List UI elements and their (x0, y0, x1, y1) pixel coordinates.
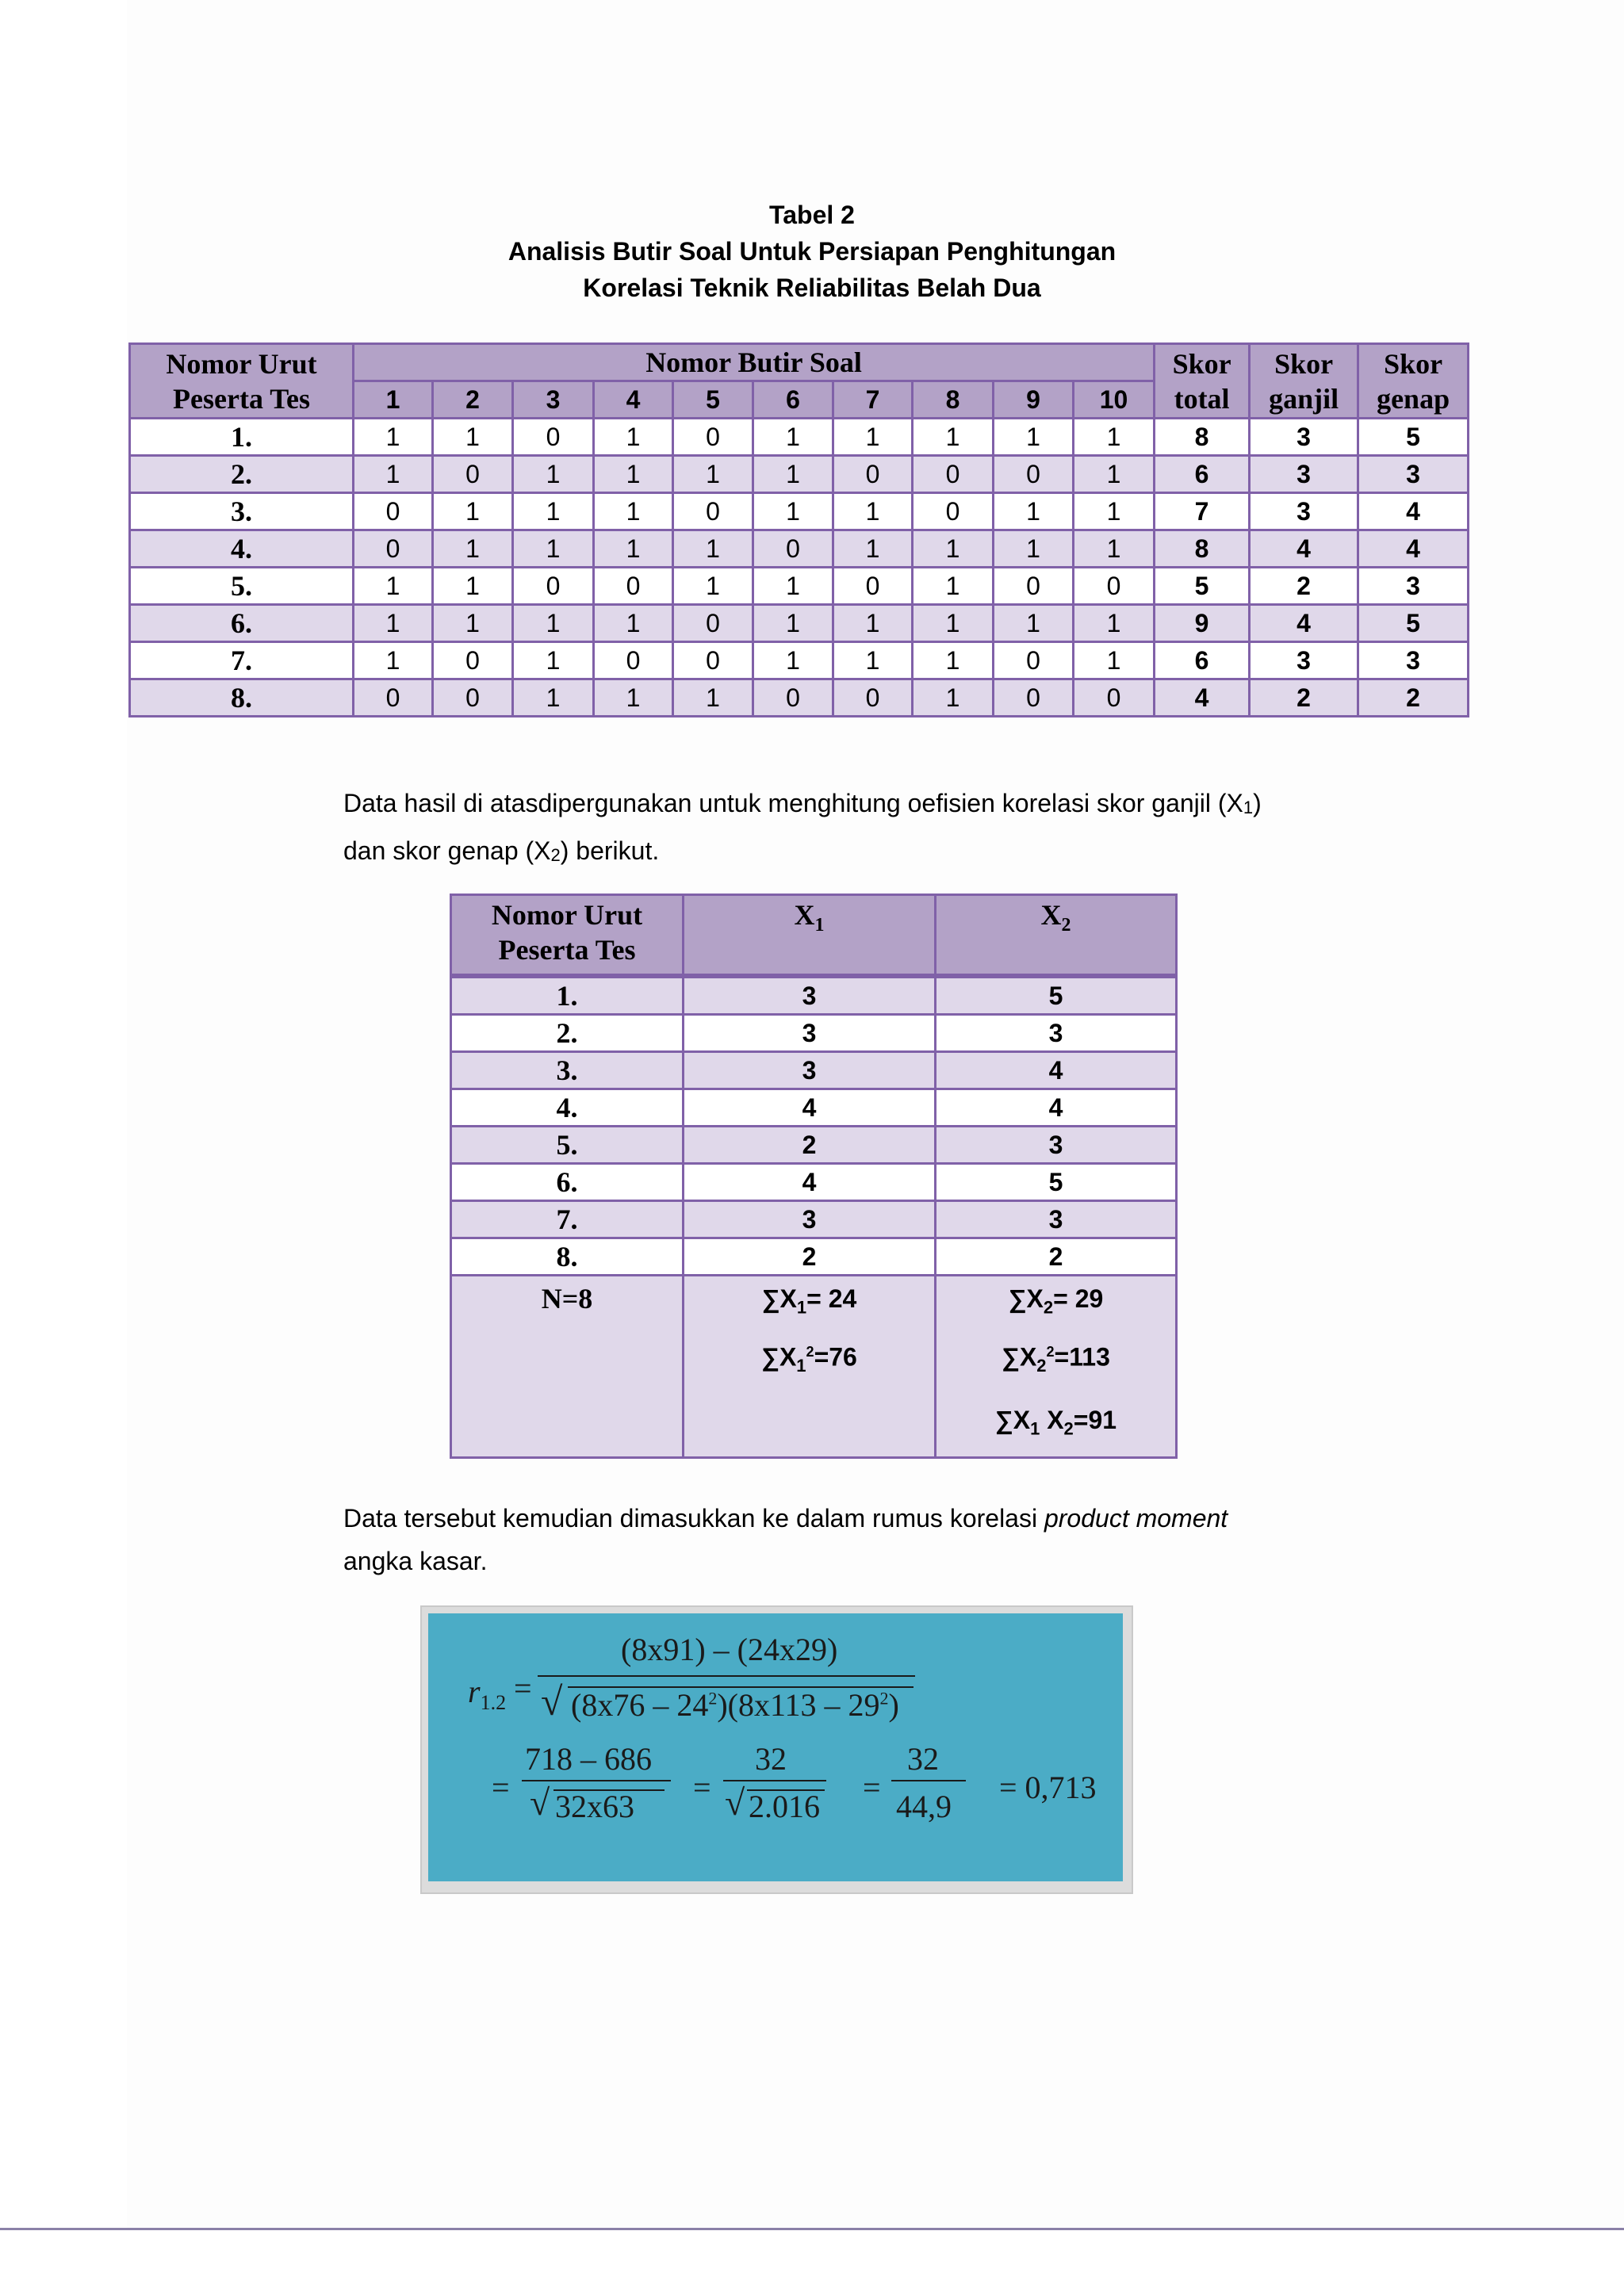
score-cell: 0 (753, 530, 833, 568)
x2-cell: 3 (936, 1015, 1177, 1052)
table-row (130, 605, 1469, 642)
row-number: 3. (451, 1052, 684, 1089)
row-number: 7. (130, 642, 354, 679)
header-x1: $X_1$ (684, 895, 936, 977)
score-cell: 1 (433, 419, 513, 456)
header-item-7: 7 (833, 381, 913, 419)
header-skor-genap: Skor genap (1358, 344, 1469, 419)
total-cell: 5 (1155, 568, 1250, 605)
genap-cell: 5 (1358, 605, 1469, 642)
header-item-5: 5 (673, 381, 753, 419)
ganjil-cell: 3 (1250, 493, 1358, 530)
sum-x1-squared: $\sum X_1^2=76$ (761, 1343, 857, 1376)
x1-cell: 4 (684, 1164, 936, 1201)
header-item-8: 8 (913, 381, 994, 419)
score-cell: 1 (1074, 530, 1155, 568)
x2-sums (936, 1276, 1177, 1458)
score-cell: 1 (753, 493, 833, 530)
numerator-1: (8x91) – (24x29) (621, 1632, 838, 1667)
score-cell: 0 (913, 493, 994, 530)
score-cell: 0 (433, 642, 513, 679)
score-cell: 1 (913, 419, 994, 456)
fraction-bar-1 (538, 1675, 915, 1677)
equals-sign: = (693, 1770, 711, 1805)
row-number: 5. (130, 568, 354, 605)
ganjil-cell: 4 (1250, 605, 1358, 642)
score-cell: 1 (833, 642, 913, 679)
score-cell: 0 (673, 642, 753, 679)
score-cell: 1 (994, 605, 1074, 642)
genap-cell: 2 (1358, 679, 1469, 717)
score-cell: 1 (994, 419, 1074, 456)
row-number: 2. (130, 456, 354, 493)
score-cell: 0 (994, 568, 1074, 605)
score-cell: 1 (833, 530, 913, 568)
score-cell: 1 (1074, 642, 1155, 679)
header-peserta: Nomor Urut Peserta Tes (451, 895, 684, 977)
score-cell: 1 (994, 530, 1074, 568)
total-cell: 7 (1155, 493, 1250, 530)
row-number: 1. (130, 419, 354, 456)
x1-x2-table (450, 894, 1178, 1459)
total-cell: 4 (1155, 679, 1250, 717)
header-item-10: 10 (1074, 381, 1155, 419)
score-cell: 1 (433, 568, 513, 605)
numerator-3: 32 (755, 1741, 787, 1777)
table-row (451, 1015, 1177, 1052)
score-cell: 1 (433, 605, 513, 642)
score-cell: 0 (433, 679, 513, 717)
x1-cell: 2 (684, 1127, 936, 1164)
sqrt-symbol: √ (725, 1782, 745, 1823)
header-item-1: 1 (354, 381, 433, 419)
header-x2: $X_2$ (936, 895, 1177, 977)
score-cell: 1 (833, 605, 913, 642)
score-cell: 1 (913, 605, 994, 642)
header-item-6: 6 (753, 381, 833, 419)
total-cell: 8 (1155, 530, 1250, 568)
score-cell: 0 (354, 679, 433, 717)
x1-cell: 4 (684, 1089, 936, 1127)
score-cell: 0 (1074, 679, 1155, 717)
row-number: 8. (130, 679, 354, 717)
item-analysis-table (128, 342, 1469, 718)
score-cell: 1 (513, 679, 594, 717)
score-cell: 1 (1074, 605, 1155, 642)
score-cell: 0 (673, 605, 753, 642)
x2-cell: 2 (936, 1238, 1177, 1276)
header-item-9: 9 (994, 381, 1074, 419)
score-cell: 0 (913, 456, 994, 493)
score-cell: 0 (354, 530, 433, 568)
table-row (130, 456, 1469, 493)
table-row (130, 419, 1469, 456)
score-cell: 0 (354, 493, 433, 530)
row-number: 3. (130, 493, 354, 530)
score-cell: 1 (753, 419, 833, 456)
score-cell: 1 (594, 493, 673, 530)
sum-x1: $\sum X_1= 24$ (761, 1284, 857, 1318)
score-cell: 1 (594, 456, 673, 493)
fraction-bar-4 (891, 1780, 966, 1781)
header-item-4: 4 (594, 381, 673, 419)
ganjil-cell: 3 (1250, 456, 1358, 493)
table-row (451, 1201, 1177, 1238)
denominator-4: 44,9 (896, 1789, 952, 1824)
score-cell: 1 (354, 568, 433, 605)
x2-cell: 4 (936, 1089, 1177, 1127)
equals-sign: = (863, 1770, 881, 1805)
row-number: 8. (451, 1238, 684, 1276)
x1-cell: 3 (684, 1015, 936, 1052)
score-cell: 1 (673, 456, 753, 493)
score-cell: 1 (913, 530, 994, 568)
paragraph-line: dan skor genap $(X_2)$ berikut. (343, 836, 660, 865)
score-cell: 1 (594, 530, 673, 568)
table-row (130, 530, 1469, 568)
equals-sign: = (514, 1670, 532, 1706)
score-cell: 0 (594, 568, 673, 605)
footer-divider (0, 2228, 1624, 2230)
sqrt-symbol: √ (541, 1679, 563, 1724)
table-row (130, 568, 1469, 605)
score-cell: 1 (513, 642, 594, 679)
x2-cell: 5 (936, 976, 1177, 1015)
sum-x2: $\sum X_2= 29$ (1008, 1284, 1104, 1318)
total-cell: 8 (1155, 419, 1250, 456)
score-cell: 1 (594, 419, 673, 456)
row-number: 4. (451, 1089, 684, 1127)
table-row (130, 679, 1469, 717)
total-cell: 6 (1155, 456, 1250, 493)
score-cell: 0 (673, 419, 753, 456)
x2-cell: 5 (936, 1164, 1177, 1201)
row-number: 7. (451, 1201, 684, 1238)
table-row (451, 1089, 1177, 1127)
denominator-2: 32x63 (555, 1789, 634, 1824)
row-number: 6. (451, 1164, 684, 1201)
numerator-2: 718 – 686 (525, 1741, 652, 1777)
ganjil-cell: 2 (1250, 679, 1358, 717)
genap-cell: 3 (1358, 568, 1469, 605)
paragraph-line: angka kasar. (343, 1547, 488, 1575)
x1-cell: 3 (684, 1052, 936, 1089)
x1-sums (684, 1276, 936, 1458)
score-cell: 1 (1074, 419, 1155, 456)
score-cell: 1 (354, 456, 433, 493)
paragraph-data-hasil (343, 782, 1374, 877)
table-row (451, 976, 1177, 1015)
x1-cell: 2 (684, 1238, 936, 1276)
total-cell: 6 (1155, 642, 1250, 679)
score-cell: 0 (994, 642, 1074, 679)
score-cell: 1 (833, 419, 913, 456)
table-row (451, 1164, 1177, 1201)
genap-cell: 3 (1358, 642, 1469, 679)
score-cell: 1 (513, 530, 594, 568)
score-cell: 0 (1074, 568, 1155, 605)
ganjil-cell: 2 (1250, 568, 1358, 605)
header-skor-ganjil: Skor ganjil (1250, 344, 1358, 419)
paragraph-line: Data tersebut kemudian dimasukkan ke dalam rumus korelasi product moment (343, 1504, 1228, 1533)
r-symbol: $r_{1.2}$ (468, 1674, 507, 1714)
table-row (451, 1052, 1177, 1089)
score-cell: 1 (354, 642, 433, 679)
genap-cell: 4 (1358, 530, 1469, 568)
formula-box (422, 1607, 1132, 1892)
score-cell: 1 (673, 679, 753, 717)
table-row (451, 1127, 1177, 1164)
correlation-formula (428, 1613, 1123, 1881)
score-cell: 1 (354, 419, 433, 456)
denominator-1: $(8x76 - 24^2)(8x113 - 29^2)$ (571, 1687, 899, 1723)
table-row (130, 493, 1469, 530)
score-cell: 0 (994, 679, 1074, 717)
header-skor-total: Skor total (1155, 344, 1250, 419)
score-cell: 0 (433, 456, 513, 493)
header-item-2: 2 (433, 381, 513, 419)
header-item-3: 3 (513, 381, 594, 419)
x2-cell: 4 (936, 1052, 1177, 1089)
score-cell: 0 (833, 568, 913, 605)
denominator-3: 2.016 (749, 1789, 820, 1824)
table-row (451, 1238, 1177, 1276)
result-value: = 0,713 (999, 1770, 1097, 1805)
sum-x1-x2: $\sum X_1$ $X_2=91$ (994, 1406, 1117, 1439)
numerator-4: 32 (907, 1741, 939, 1777)
row-number: 2. (451, 1015, 684, 1052)
score-cell: 1 (753, 642, 833, 679)
score-cell: 1 (1074, 493, 1155, 530)
row-number: 4. (130, 530, 354, 568)
x2-cell: 3 (936, 1201, 1177, 1238)
ganjil-cell: 3 (1250, 642, 1358, 679)
equals-sign: = (492, 1770, 510, 1805)
score-cell: 1 (513, 605, 594, 642)
score-cell: 0 (673, 493, 753, 530)
caption-line-2: Analisis Butir Soal Untuk Persiapan Penghitungan (508, 237, 1116, 266)
caption-line-1: Tabel 2 (769, 201, 855, 229)
paragraph-line: Data hasil di atasdipergunakan untuk menghitung oefisien korelasi skor ganjil $(X_1)$ (343, 789, 1262, 817)
score-cell: 1 (994, 493, 1074, 530)
score-cell: 1 (1074, 456, 1155, 493)
score-cell: 0 (833, 456, 913, 493)
x2-cell: 3 (936, 1127, 1177, 1164)
score-cell: 1 (433, 493, 513, 530)
score-cell: 1 (913, 642, 994, 679)
x1-cell: 3 (684, 976, 936, 1015)
score-cell: 0 (513, 568, 594, 605)
header-peserta: Nomor Urut Peserta Tes (130, 344, 354, 419)
score-cell: 1 (913, 679, 994, 717)
score-cell: 1 (833, 493, 913, 530)
score-cell: 1 (913, 568, 994, 605)
score-cell: 1 (513, 456, 594, 493)
score-cell: 1 (753, 605, 833, 642)
score-cell: 0 (753, 679, 833, 717)
score-cell: 1 (433, 530, 513, 568)
summary-row (451, 1276, 1177, 1458)
score-cell: 0 (513, 419, 594, 456)
sqrt-symbol: √ (530, 1782, 550, 1823)
ganjil-cell: 3 (1250, 419, 1358, 456)
score-cell: 1 (673, 530, 753, 568)
genap-cell: 4 (1358, 493, 1469, 530)
score-cell: 1 (753, 456, 833, 493)
score-cell: 1 (354, 605, 433, 642)
caption-line-3: Korelasi Teknik Reliabilitas Belah Dua (583, 274, 1041, 302)
total-cell: 9 (1155, 605, 1250, 642)
table-row (130, 642, 1469, 679)
genap-cell: 5 (1358, 419, 1469, 456)
ganjil-cell: 4 (1250, 530, 1358, 568)
header-nomor-butir-soal: Nomor Butir Soal (354, 344, 1155, 381)
row-number: 6. (130, 605, 354, 642)
score-cell: 1 (513, 493, 594, 530)
row-number: 5. (451, 1127, 684, 1164)
score-cell: 0 (833, 679, 913, 717)
score-cell: 1 (594, 605, 673, 642)
score-cell: 1 (753, 568, 833, 605)
score-cell: 0 (594, 642, 673, 679)
paragraph-product-moment (343, 1497, 1374, 1582)
score-cell: 0 (994, 456, 1074, 493)
sum-x2-squared: $\sum X_2^2=113$ (1002, 1343, 1110, 1376)
n-count: N=8 (451, 1276, 684, 1458)
score-cell: 1 (673, 568, 753, 605)
row-number: 1. (451, 976, 684, 1015)
score-cell: 1 (594, 679, 673, 717)
table-caption (0, 197, 1624, 306)
genap-cell: 3 (1358, 456, 1469, 493)
x1-cell: 3 (684, 1201, 936, 1238)
